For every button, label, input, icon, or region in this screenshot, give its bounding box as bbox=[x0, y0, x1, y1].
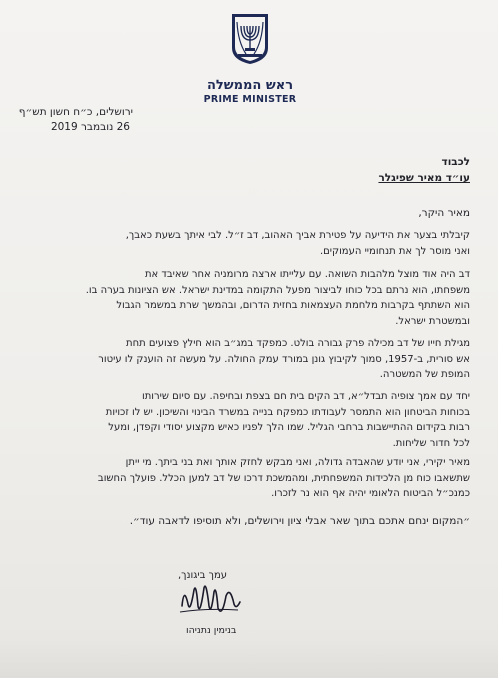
paragraph-line: יחד עם אמך צופיה תבדל״א, דב הקים בית חם בצפת ובחיפה. עם סיום שירותו bbox=[141, 391, 470, 402]
paragraph-line: כמנכ״ל הביטוח הלאומי יהיה אף הוא נר לזכרו. bbox=[271, 488, 470, 499]
salutation: מאיר היקר, bbox=[418, 207, 470, 219]
hebrew-date: ירושלים, כ״ח חשון תש״ף bbox=[18, 106, 133, 118]
closing-quote: ״המקום ינחם אתכם בתוך שאר אבלי ציון וירושלים, ולא תוסיפו לדאבה עוד״. bbox=[129, 515, 470, 527]
recipient-name: עו״ד מאיר שפיגלר bbox=[378, 172, 470, 184]
paragraph-line: אש סורית, ב-1957, סמוך לקיבוץ גונן במורד עמק החולה. על מעשה זה הוענק לו עיטור bbox=[98, 353, 470, 365]
paper-shadow bbox=[0, 638, 498, 678]
office-title-english: PRIME MINISTER bbox=[203, 94, 297, 105]
regards-line: עמך ביגונך, bbox=[178, 570, 228, 581]
paragraph-line: ואני מוסר לך את תנחומיי העמוקים. bbox=[319, 245, 470, 257]
paragraph-line: לכל חדור שליחות. bbox=[392, 437, 470, 449]
handwritten-signature bbox=[176, 576, 244, 620]
paragraph bbox=[38, 455, 470, 502]
paragraph-line: שתשאבו כוח מן הלכידות המשפחתית, ומהמשכת דרכו של דב למען הכלל. פועלך החשוב bbox=[97, 472, 470, 484]
recipient-label: לכבוד bbox=[441, 156, 470, 168]
paragraph-line: מגילת חייו של דב מכילה פרק גבורה בולט. כמפקד במג״ב הוא חילץ פצועים תחת bbox=[126, 338, 470, 349]
paragraph-line: רבות בקידום ההתיישבות ברחבי הגליל. שמו הלך לפניו כאיש מקצוע יסודי וקפדן, ומעל bbox=[108, 422, 470, 433]
office-title-hebrew: ראש הממשלה bbox=[206, 78, 294, 93]
paragraph bbox=[38, 336, 470, 383]
paragraph-line: בכוחות הביטחון הוא התמסר לעבודתו כמפקח בנייה במשרד הבינוי והשיכון. יש לו זכויות bbox=[105, 406, 470, 418]
state-emblem-icon bbox=[228, 12, 272, 66]
paragraph bbox=[38, 267, 470, 329]
paragraph-line: ובמשטרת ישראל. bbox=[395, 315, 470, 327]
paragraph-line: משפחתו, הוא נרתם בכל כוחו לביצור מפעל התקומה במדינת ישראל. אש הציונות בערה בו. bbox=[85, 284, 470, 296]
paragraph-line: דב היה אוד מוצל מלהבות השואה. עם עלייתו ארצה מרומניה אחר שאיבד את bbox=[144, 269, 470, 280]
gregorian-date: 26 נובמבר 2019 bbox=[50, 121, 130, 133]
paragraph-line: המופת של המשטרה. bbox=[379, 369, 470, 380]
paragraph-line: הוא השתתף בקרבות מלחמת העצמאות בחזית הדרום, ובהמשך שרת במשמר הגבול bbox=[116, 300, 470, 311]
paragraph bbox=[38, 228, 470, 259]
signer-name: בנימין נתניהו bbox=[186, 625, 237, 636]
paragraph-line: קיבלתי בצער את הידיעה על פטירת אביך האהוב, דב ז״ל. לבי איתך בשעת כאבך, bbox=[125, 230, 470, 241]
paragraph-line: מאיר יקירי, אני יודע שהאבדה גדולה, ואני מבקש לחזק אותך ואת בני ביתך. מי ייתן bbox=[125, 457, 470, 468]
paragraph bbox=[38, 389, 470, 451]
